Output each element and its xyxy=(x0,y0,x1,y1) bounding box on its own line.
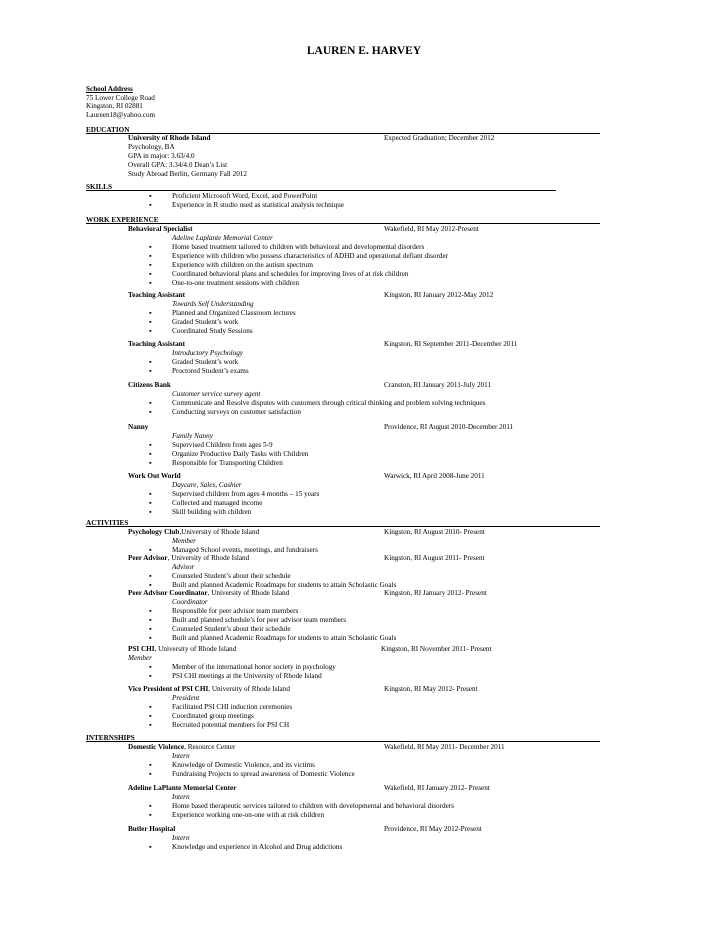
activity-title: Peer Advisor Coordinator xyxy=(128,589,208,597)
job-role: Customer service survey agent xyxy=(172,390,261,398)
bullet-icon: ▪ xyxy=(149,811,152,819)
bullet-icon: ▪ xyxy=(149,201,152,209)
activity-bullet: Coordinated group meetings xyxy=(172,712,254,720)
job-role: Introductory Psychology xyxy=(172,349,243,357)
work-divider xyxy=(86,223,600,224)
internship-org: , Resource Center xyxy=(184,743,236,751)
job-title: Nanny xyxy=(128,423,149,431)
bullet-icon: ▪ xyxy=(149,761,152,769)
bullet-icon: ▪ xyxy=(149,270,152,278)
bullet-icon: ▪ xyxy=(149,358,152,366)
education-graduation: Expected Graduation; December 2012 xyxy=(384,134,495,142)
job-location-date: Warwick, RI April 2008-June 2011 xyxy=(384,472,485,480)
activities-divider xyxy=(86,526,600,527)
job-bullet: Coordinated behavioral plans and schedules for improving lives of at risk children xyxy=(172,270,409,278)
contact-address: 75 Lower College Road xyxy=(86,93,155,102)
contact-email: Laureen18@yahoo.com xyxy=(86,111,156,120)
job-bullet: Graded Student’s work xyxy=(172,358,239,366)
job-role: Towards Self Understanding xyxy=(172,300,254,308)
job-location-date: Kingston, RI September 2011-December 2011 xyxy=(384,340,518,348)
job-location-date: Cranston, RI January 2011-July 2011 xyxy=(384,381,492,389)
internship-role: Intern xyxy=(172,834,190,842)
bullet-icon: ▪ xyxy=(149,279,152,287)
job-bullet: Supervised Children from ages 5-9 xyxy=(172,441,273,449)
activity-bullet: Counseled Student’s about their schedule xyxy=(172,572,291,580)
bullet-icon: ▪ xyxy=(149,367,152,375)
bullet-icon: ▪ xyxy=(149,318,152,326)
skill-item: Proficient Microsoft Word, Excel, and PowerPoint xyxy=(172,192,318,200)
internship-bullet: Fundraising Projects to spread awareness of Domestic Violence xyxy=(172,770,355,778)
bullet-icon: ▪ xyxy=(149,663,152,671)
bullet-icon: ▪ xyxy=(149,450,152,458)
bullet-icon: ▪ xyxy=(149,712,152,720)
bullet-icon: ▪ xyxy=(149,408,152,416)
education-overall-gpa: Overall GPA: 3.34/4.0 Dean’s List xyxy=(128,161,228,169)
job-bullet: Home based treatment tailored to children with behavioral and developmental disorders xyxy=(172,243,425,251)
bullet-icon: ▪ xyxy=(149,703,152,711)
bullet-icon: ▪ xyxy=(149,607,152,615)
activity-org: ,University of Rhode Island xyxy=(179,528,260,536)
activity-org: , University of Rhode Island xyxy=(207,589,290,597)
education-study-abroad: Study Abroad Berlin, Germany Fall 2012 xyxy=(128,170,247,178)
internship-bullet: Knowledge and experience in Alcohol and Drug addictions xyxy=(172,843,343,851)
internship-location-date: Wakefield, RI January 2012- Present xyxy=(384,784,490,792)
bullet-icon: ▪ xyxy=(149,546,152,554)
activity-org: , University of Rhode Island xyxy=(167,554,250,562)
activity-location-date: Kingston, RI August 2010- Present xyxy=(384,528,485,536)
activity-bullet: Managed School events, meetings, and fundraisers xyxy=(172,546,318,554)
activity-title: Vice President of PSI CHI xyxy=(128,685,209,693)
activity-bullet: Recruited potential members for PSI CH xyxy=(172,721,290,729)
activities-heading: ACTIVITIES xyxy=(86,519,129,527)
bullet-icon: ▪ xyxy=(149,399,152,407)
job-title: Citizens Bank xyxy=(128,381,171,389)
job-location-date: Wakefield, RI May 2012-Present xyxy=(384,225,479,233)
bullet-icon: ▪ xyxy=(149,581,152,589)
contact-city: Kingston, RI 02881 xyxy=(86,102,143,111)
activity-location-date: Kingston, RI November 2011- Present xyxy=(381,645,492,653)
job-bullet: Skill building with children xyxy=(172,508,252,516)
activity-bullet: Counseled Student’s about their schedule xyxy=(172,625,291,633)
education-heading: EDUCATION xyxy=(86,126,130,134)
job-bullet: Collected and managed income xyxy=(172,499,263,507)
activity-org: , University of Rhode Island xyxy=(208,685,290,693)
internship-title: Butler Hospital xyxy=(128,825,176,833)
job-bullet: Organize Productive Daily Tasks with Children xyxy=(172,450,309,458)
bullet-icon: ▪ xyxy=(149,309,152,317)
resume-name: LAUREN E. HARVEY xyxy=(306,45,422,57)
bullet-icon: ▪ xyxy=(149,441,152,449)
bullet-icon: ▪ xyxy=(149,634,152,642)
internship-bullet: Experience working one-on-one with at risk children xyxy=(172,811,325,819)
internships-divider xyxy=(86,741,600,742)
job-bullet: Experience with children who possess characteristics of ADHD and operational defiant disorder xyxy=(172,252,449,260)
bullet-icon: ▪ xyxy=(149,459,152,467)
contact-block xyxy=(86,85,155,120)
job-title: Teaching Assistant xyxy=(128,340,186,348)
skills-heading: SKILLS xyxy=(86,183,112,191)
job-bullet: One-to-one treatment sessions with children xyxy=(172,279,299,287)
job-title: Work Out World xyxy=(128,472,181,480)
internships-heading: INTERNSHIPS xyxy=(86,734,135,742)
bullet-icon: ▪ xyxy=(149,499,152,507)
job-bullet: Communicate and Resolve disputes with customers through critical thinking and problem solving techniques xyxy=(172,399,486,407)
job-bullet: Planned and Organized Classroom lectures xyxy=(172,309,296,317)
activity-bullet: Facilitated PSI CHI induction ceremonies xyxy=(172,703,293,711)
activity-role: Advisor xyxy=(172,563,195,571)
activity-title: PSI CHI xyxy=(128,645,155,653)
bullet-icon: ▪ xyxy=(149,721,152,729)
education-major-gpa: GPA in major: 3.63/4.0 xyxy=(128,152,195,160)
internship-role: Intern xyxy=(172,793,190,801)
contact-heading: School Address xyxy=(86,85,133,93)
activity-location-date: Kingston, RI May 2012- Present xyxy=(384,685,478,693)
job-title: Teaching Assistant xyxy=(128,291,186,299)
job-role: Adeline Laplante Memorial Center xyxy=(172,234,273,242)
job-location-date: Kingston, RI January 2012-May 2012 xyxy=(384,291,494,299)
activity-role: Member xyxy=(128,654,152,662)
bullet-icon: ▪ xyxy=(149,243,152,251)
activity-bullet: Responsible for peer advisor team members xyxy=(172,607,299,615)
bullet-icon: ▪ xyxy=(149,625,152,633)
internship-location-date: Providence, RI May 2012-Present xyxy=(384,825,482,833)
bullet-icon: ▪ xyxy=(149,843,152,851)
internship-role: Intern xyxy=(172,752,190,760)
internship-bullet: Knowledge of Domestic Violence, and its victims xyxy=(172,761,315,769)
bullet-icon: ▪ xyxy=(149,508,152,516)
bullet-icon: ▪ xyxy=(149,490,152,498)
internship-bullet: Home based therapeutic services tailored to children with developmental and behavioral disorders xyxy=(172,802,455,810)
job-bullet: Graded Student’s work xyxy=(172,318,239,326)
job-bullet: Supervised children from ages 4 months – 15 years xyxy=(172,490,320,498)
activity-bullet: Built and planned Academic Roadmaps for students to attain Scholastic Goals xyxy=(172,634,397,642)
internship-location-date: Wakefield, RI May 2011- December 2011 xyxy=(384,743,505,751)
education-degree: Psychology, BA xyxy=(128,143,175,151)
job-role: Family Nanny xyxy=(172,432,213,440)
bullet-icon: ▪ xyxy=(149,252,152,260)
education-school: University of Rhode Island xyxy=(128,134,211,142)
job-title: Behavioral Specialist xyxy=(128,225,193,233)
bullet-icon: ▪ xyxy=(149,672,152,680)
activity-bullet: Built and planned schedule’s for peer advisor team members xyxy=(172,616,347,624)
job-location-date: Providence, RI August 2010-December 2011 xyxy=(384,423,514,431)
activity-bullet: Member of the international honor society in psychology xyxy=(172,663,336,671)
job-bullet: Conducting surveys on customer satisfaction xyxy=(172,408,301,416)
skill-item: Experience in R studio used as statistical analysis technique xyxy=(172,201,345,209)
job-bullet: Proctored Student’s exams xyxy=(172,367,249,375)
bullet-icon: ▪ xyxy=(149,261,152,269)
activity-role: Member xyxy=(172,537,196,545)
activity-title: Peer Advisor xyxy=(128,554,168,562)
job-bullet: Experience with children on the autism spectrum xyxy=(172,261,313,269)
job-bullet: Responsible for Transporting Children xyxy=(172,459,283,467)
bullet-icon: ▪ xyxy=(149,327,152,335)
job-role: Daycare, Sales, Cashier xyxy=(172,481,242,489)
job-bullet: Coordinated Study Sessions xyxy=(172,327,253,335)
activity-location-date: Kingston, RI August 2011- Present xyxy=(384,554,485,562)
bullet-icon: ▪ xyxy=(149,616,152,624)
activity-bullet: PSI CHI meetings at the University of Rhode Island xyxy=(172,672,322,680)
activity-title: Psychology Club xyxy=(128,528,180,536)
bullet-icon: ▪ xyxy=(149,192,152,200)
activity-location-date: Kingston, RI January 2012- Present xyxy=(384,589,487,597)
skills-divider xyxy=(86,190,556,191)
bullet-icon: ▪ xyxy=(149,572,152,580)
work-heading: WORK EXPERIENCE xyxy=(86,216,159,224)
activity-org: , University of Rhode Island xyxy=(154,645,237,653)
bullet-icon: ▪ xyxy=(149,802,152,810)
bullet-icon: ▪ xyxy=(149,770,152,778)
activity-bullet: Built and planned Academic Roadmaps for students to attain Scholastic Goals xyxy=(172,581,397,589)
internship-title: Adeline LaPlante Memorial Center xyxy=(128,784,237,792)
internship-title: Domestic Violence xyxy=(128,743,185,751)
activity-role: President xyxy=(172,694,200,702)
activity-role: Coordinator xyxy=(172,598,208,606)
